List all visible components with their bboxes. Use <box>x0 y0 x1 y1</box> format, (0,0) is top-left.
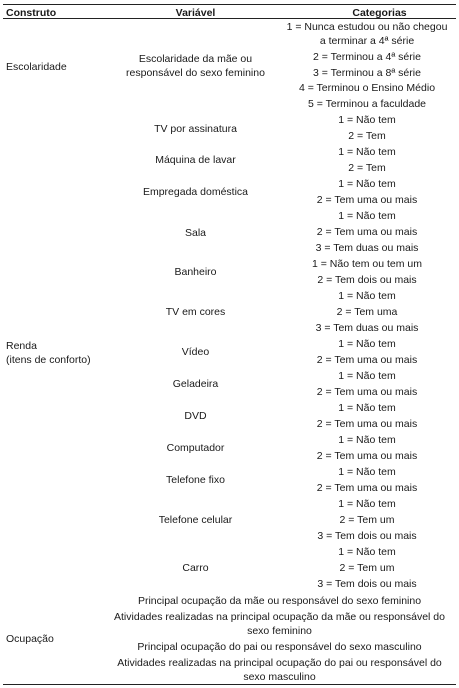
category-label: 2 = Tem <box>348 162 386 174</box>
variable-maquina-lavar: Máquina de lavar <box>155 154 236 166</box>
ocupacao-variable: Atividades realizadas na principal ocupação do pai ou responsável do <box>117 657 442 669</box>
variable-computador: Computador <box>166 442 225 454</box>
category-label: 1 = Não tem <box>338 546 396 558</box>
variable-telefone-celular: Telefone celular <box>158 514 233 526</box>
variable-banheiro: Banheiro <box>174 266 217 278</box>
category-label: 2 = Tem um <box>339 514 395 526</box>
ocupacao-variable: sexo feminino <box>247 625 312 637</box>
variable-tv-cores: TV em cores <box>165 306 226 318</box>
category-label: 2 = Terminou a 4ª série <box>313 51 421 63</box>
variable-escolaridade-line2: responsável do sexo feminino <box>126 67 265 79</box>
variable-sala: Sala <box>184 227 206 239</box>
construct-renda-line2: (itens de conforto) <box>6 354 91 366</box>
category-label: 2 = Tem uma ou mais <box>316 482 418 494</box>
construct-escolaridade: Escolaridade <box>6 61 67 73</box>
category-label: 2 = Tem uma ou mais <box>316 450 418 462</box>
table-bottom-rule <box>3 684 456 685</box>
variable-dvd: DVD <box>184 410 207 422</box>
category-label: 1 = Não tem ou tem um <box>311 258 422 270</box>
category-label: 2 = Tem um <box>339 562 395 574</box>
category-label: 3 = Tem dois ou mais <box>317 530 417 542</box>
ocupacao-variable: sexo masculino <box>243 671 316 683</box>
header-categories: Categorias <box>352 7 407 19</box>
category-label: 1 = Não tem <box>338 178 396 190</box>
category-label: 2 = Tem uma ou mais <box>316 194 418 206</box>
category-label: 5 = Terminou a faculdade <box>307 98 426 110</box>
category-label: 1 = Não tem <box>338 402 396 414</box>
variable-empregada-domestica: Empregada doméstica <box>142 186 249 198</box>
category-label: 3 = Tem duas ou mais <box>315 322 419 334</box>
variable-geladeira: Geladeira <box>172 378 219 390</box>
header-variable: Variável <box>175 7 216 19</box>
category-label: 1 = Não tem <box>338 114 396 126</box>
category-label: 1 = Não tem <box>338 290 396 302</box>
ocupacao-variable: Principal ocupação da mãe ou responsável do sexo feminino <box>137 595 422 607</box>
ocupacao-variable: Principal ocupação do pai ou responsável do sexo masculino <box>137 641 422 653</box>
category-label: 3 = Tem duas ou mais <box>315 242 419 254</box>
category-label: 2 = Tem uma <box>336 306 398 318</box>
category-label: 1 = Não tem <box>338 146 396 158</box>
category-label: 1 = Não tem <box>338 434 396 446</box>
category-label: 2 = Tem uma ou mais <box>316 354 418 366</box>
category-label: 3 = Tem dois ou mais <box>317 578 417 590</box>
category-label: 1 = Não tem <box>338 338 396 350</box>
category-label: 1 = Não tem <box>338 370 396 382</box>
variable-tv-assinatura: TV por assinatura <box>154 123 237 135</box>
variable-telefone-fixo: Telefone fixo <box>166 474 225 486</box>
category-label: 2 = Tem <box>348 130 386 142</box>
category-label: a terminar a 4ª série <box>319 35 415 47</box>
category-label: 2 = Tem uma ou mais <box>316 386 418 398</box>
category-label: 1 = Não tem <box>338 210 396 222</box>
variable-video: Vídeo <box>181 346 210 358</box>
category-label: 1 = Nunca estudou ou não chegou <box>286 21 448 33</box>
category-label: 2 = Tem dois ou mais <box>317 274 417 286</box>
header-construct: Construto <box>6 7 57 19</box>
construct-renda-line1: Renda <box>6 340 37 352</box>
ocupacao-variable: Atividades realizadas na principal ocupação da mãe ou responsável do <box>114 611 445 623</box>
category-label: 1 = Não tem <box>338 466 396 478</box>
category-label: 3 = Terminou a 8ª série <box>313 67 421 79</box>
category-label: 4 = Terminou o Ensino Médio <box>298 82 436 94</box>
category-label: 2 = Tem uma ou mais <box>316 418 418 430</box>
variable-carro: Carro <box>182 562 209 574</box>
category-label: 1 = Não tem <box>338 498 396 510</box>
category-label: 2 = Tem uma ou mais <box>316 226 418 238</box>
variable-escolaridade-line1: Escolaridade da mãe ou <box>138 53 253 65</box>
construct-ocupacao: Ocupação <box>6 633 54 645</box>
